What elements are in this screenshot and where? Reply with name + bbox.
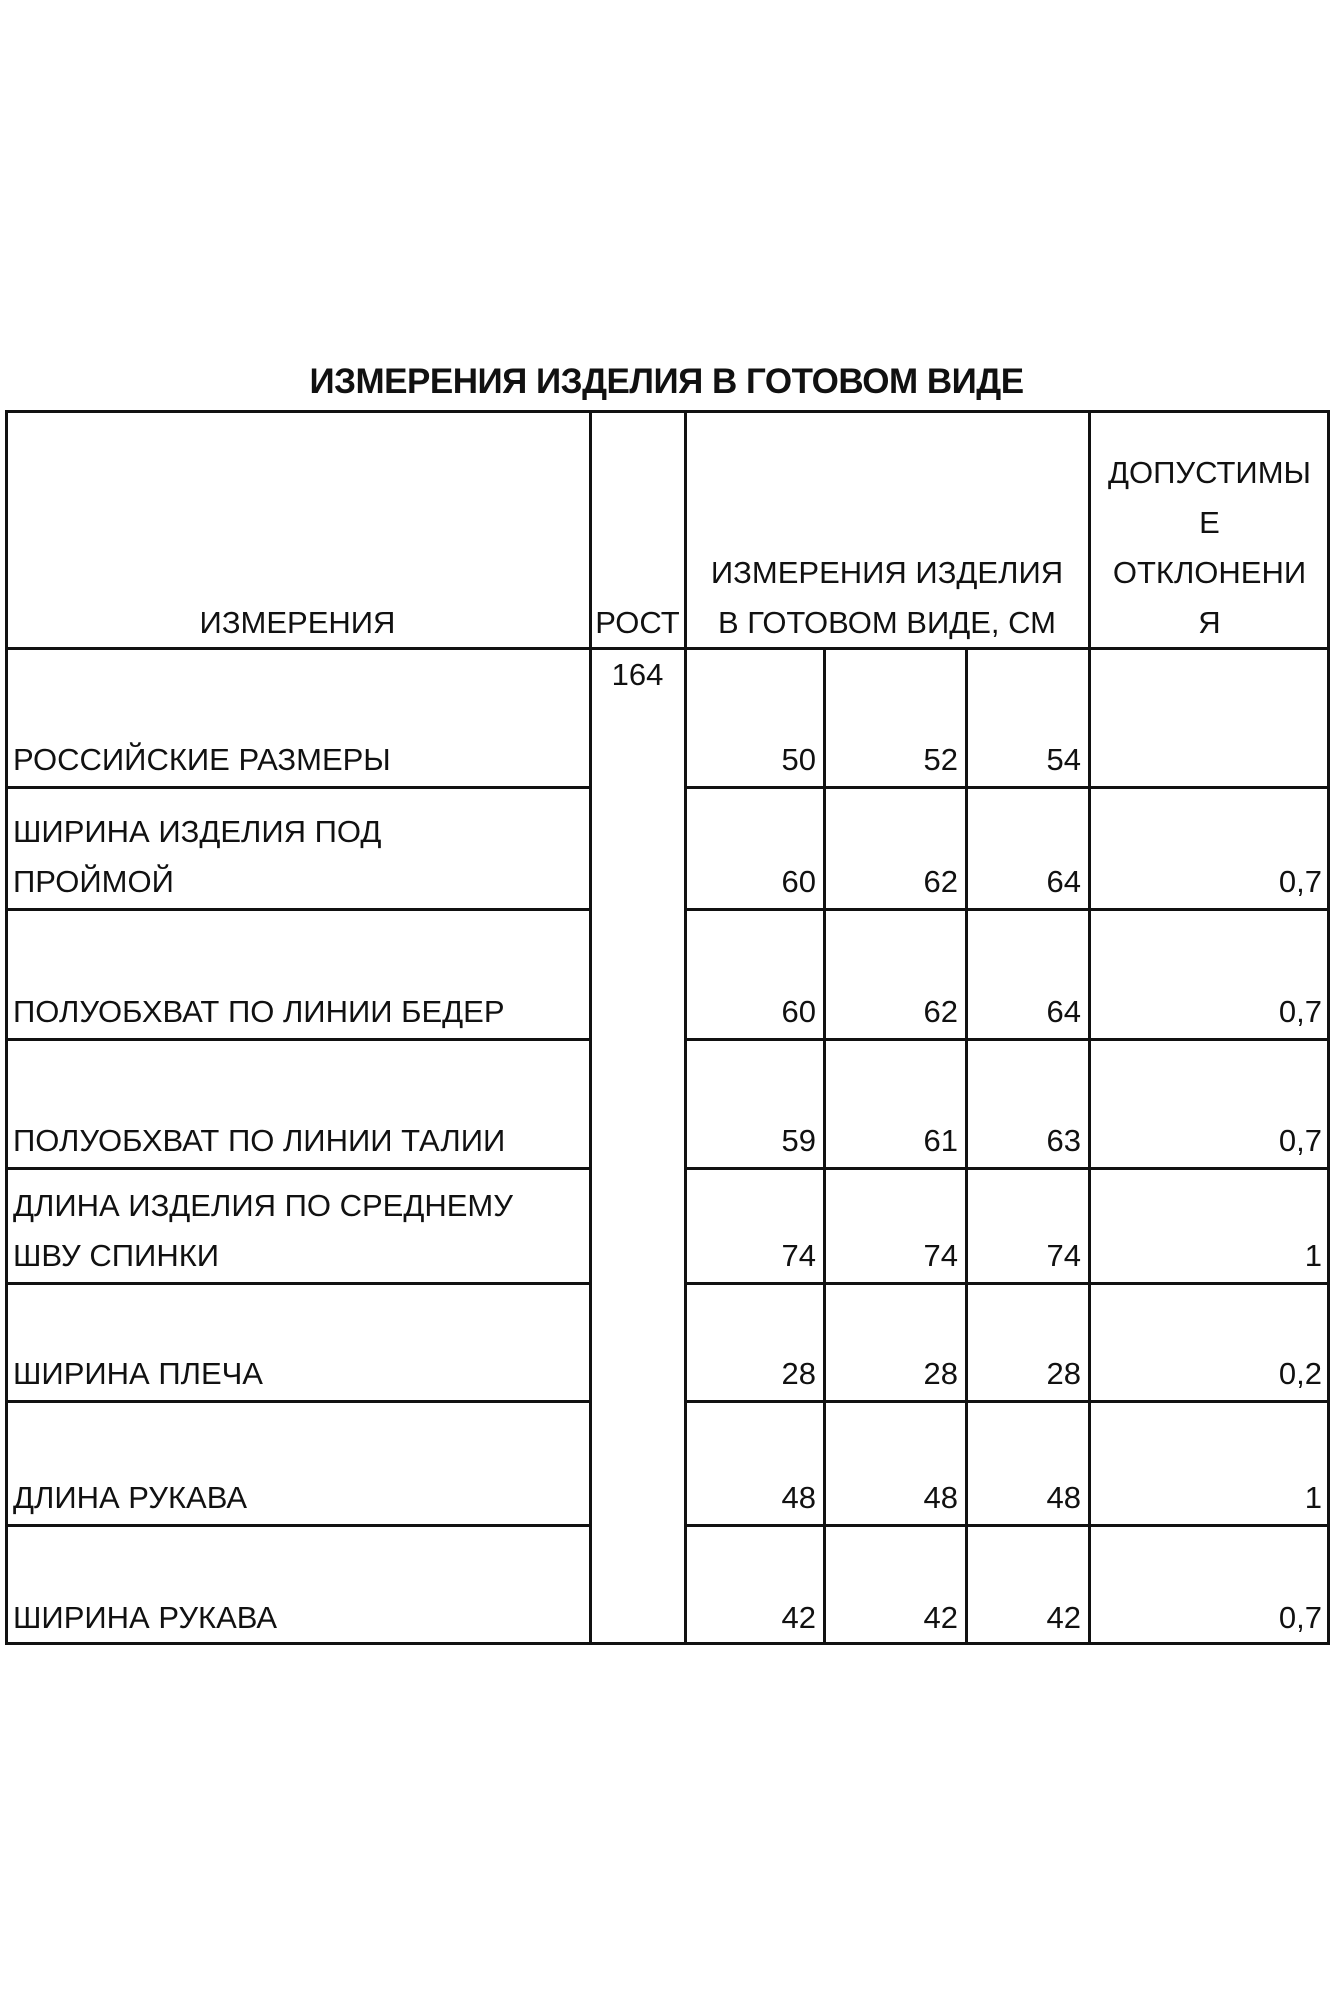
row-label: ШИРИНА РУКАВА (13, 1600, 278, 1635)
header-sizes-line1: ИЗМЕРЕНИЯ ИЗДЕЛИЯ (710, 555, 1064, 590)
header-tolerance-line2: Е (1199, 505, 1220, 540)
size-value: 64 (1046, 864, 1081, 899)
size-value: 62 (923, 994, 958, 1029)
tolerance-value: 0,7 (1278, 1123, 1322, 1158)
size-value: 60 (781, 994, 816, 1029)
row-label: ШИРИНА ПЛЕЧА (13, 1356, 263, 1391)
size-value: 74 (1046, 1238, 1081, 1273)
size-value: 64 (1046, 994, 1081, 1029)
header-height: РОСТ (595, 605, 680, 640)
row-label: ПОЛУОБХВАТ ПО ЛИНИИ ТАЛИИ (13, 1123, 506, 1158)
row-label: ДЛИНА РУКАВА (13, 1480, 248, 1515)
size-value: 42 (1046, 1600, 1081, 1635)
height-value: 164 (611, 657, 664, 692)
header-tolerance-line4: Я (1198, 605, 1221, 640)
size-value: 62 (923, 864, 958, 899)
row-label: ПОЛУОБХВАТ ПО ЛИНИИ БЕДЕР (13, 994, 505, 1029)
size-value: 42 (923, 1600, 958, 1635)
tolerance-value: 0,7 (1278, 994, 1322, 1029)
size-value: 28 (781, 1356, 816, 1391)
header-measurements: ИЗМЕРЕНИЯ (199, 605, 396, 640)
size-value: 52 (923, 742, 958, 777)
tolerance-value: 1 (1304, 1480, 1322, 1515)
row-label: ШВУ СПИНКИ (13, 1238, 220, 1273)
size-value: 28 (923, 1356, 958, 1391)
size-value: 74 (781, 1238, 816, 1273)
size-value: 54 (1046, 742, 1081, 777)
size-value: 42 (781, 1600, 816, 1635)
size-value: 28 (1046, 1356, 1081, 1391)
size-value: 60 (781, 864, 816, 899)
row-label: ДЛИНА ИЗДЕЛИЯ ПО СРЕДНЕМУ (13, 1188, 513, 1223)
size-value: 48 (781, 1480, 816, 1515)
header-sizes-line2: В ГОТОВОМ ВИДЕ, СМ (717, 605, 1057, 640)
tolerance-value: 1 (1304, 1238, 1322, 1273)
page-title: ИЗМЕРЕНИЯ ИЗДЕЛИЯ В ГОТОВОМ ВИДЕ (309, 362, 1024, 401)
row-label: ШИРИНА ИЗДЕЛИЯ ПОД (13, 814, 382, 849)
size-value: 48 (923, 1480, 958, 1515)
tolerance-value: 0,2 (1278, 1356, 1322, 1391)
row-label: ПРОЙМОЙ (13, 864, 174, 899)
tolerance-value: 0,7 (1278, 1600, 1322, 1635)
header-tolerance-line1: ДОПУСТИМЫ (1108, 455, 1311, 490)
size-value: 59 (781, 1123, 816, 1158)
size-value: 63 (1046, 1123, 1081, 1158)
size-value: 61 (923, 1123, 958, 1158)
header-tolerance-line3: ОТКЛОНЕНИ (1112, 555, 1307, 590)
size-value: 74 (923, 1238, 958, 1273)
row-label: РОССИЙСКИЕ РАЗМЕРЫ (13, 742, 391, 777)
size-value: 50 (781, 742, 816, 777)
size-value: 48 (1046, 1480, 1081, 1515)
tolerance-value: 0,7 (1278, 864, 1322, 899)
